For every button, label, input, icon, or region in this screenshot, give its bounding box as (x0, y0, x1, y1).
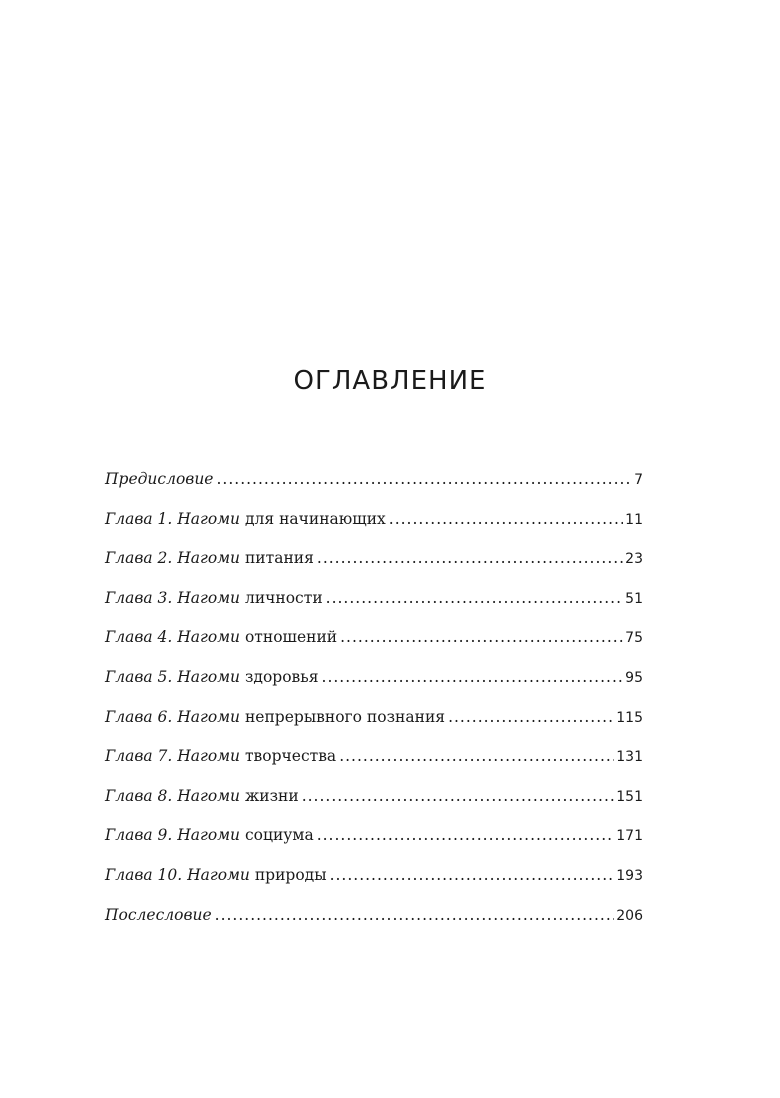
table-of-contents (105, 467, 643, 942)
toc-entry-chapter-4[interactable] (105, 625, 643, 665)
toc-entry-chapter-6[interactable] (105, 705, 643, 745)
toc-entry-label: Глава 4. Нагоми отношений (105, 628, 338, 647)
toc-entry-label: Глава 9. Нагоми социума (105, 826, 314, 845)
dot-leader (317, 823, 615, 847)
toc-page-number: 7 (634, 472, 643, 488)
toc-page-number: 151 (616, 788, 643, 805)
toc-entry-label: Глава 3. Нагоми личности (105, 588, 323, 607)
toc-page-number: 95 (625, 669, 643, 686)
toc-entry-chapter-9[interactable] (105, 823, 643, 863)
toc-entry-chapter-2[interactable] (105, 546, 643, 586)
toc-page-number: 51 (625, 590, 643, 607)
toc-entry-chapter-5[interactable] (105, 665, 643, 705)
dot-leader (302, 784, 615, 808)
dot-leader (216, 467, 632, 491)
toc-entry-label: Послесловие (105, 905, 212, 924)
dot-leader (330, 863, 615, 887)
toc-entry-chapter-8[interactable] (105, 784, 643, 824)
toc-page-number: 23 (625, 551, 643, 568)
toc-entry-afterword[interactable] (105, 903, 643, 943)
toc-page-number: 11 (625, 511, 643, 528)
toc-entry-chapter-10[interactable] (105, 863, 643, 903)
toc-page-number: 206 (616, 907, 643, 924)
toc-entry-preface[interactable] (105, 467, 643, 507)
toc-page-number: 171 (616, 828, 643, 845)
dot-leader (317, 546, 623, 570)
toc-entry-label: Глава 8. Нагоми жизни (105, 786, 299, 805)
toc-page-number: 193 (616, 867, 643, 884)
dot-leader (339, 744, 614, 768)
toc-entry-chapter-3[interactable] (105, 586, 643, 626)
toc-page-number: 131 (616, 749, 643, 766)
dot-leader (389, 507, 623, 531)
toc-page-number: 75 (625, 630, 643, 647)
dot-leader (448, 705, 614, 729)
toc-entry-label: Глава 1. Нагоми для начинающих (105, 509, 386, 528)
toc-entry-label: Предисловие (105, 470, 214, 488)
dot-leader (322, 665, 624, 689)
toc-page-number: 115 (616, 709, 643, 726)
toc-entry-label: Глава 6. Нагоми непрерывного познания (105, 707, 446, 726)
toc-entry-label: Глава 7. Нагоми творчества (105, 747, 337, 766)
toc-entry-label: Глава 10. Нагоми природы (105, 865, 327, 884)
toc-entry-label: Глава 2. Нагоми питания (105, 549, 314, 568)
dot-leader (215, 903, 615, 927)
toc-entry-chapter-7[interactable] (105, 744, 643, 784)
page-title: ОГЛАВЛЕНИЕ (293, 366, 487, 396)
toc-entry-label: Глава 5. Нагоми здоровья (105, 667, 319, 686)
dot-leader (326, 586, 624, 610)
toc-entry-chapter-1[interactable] (105, 507, 643, 547)
dot-leader (340, 625, 623, 649)
